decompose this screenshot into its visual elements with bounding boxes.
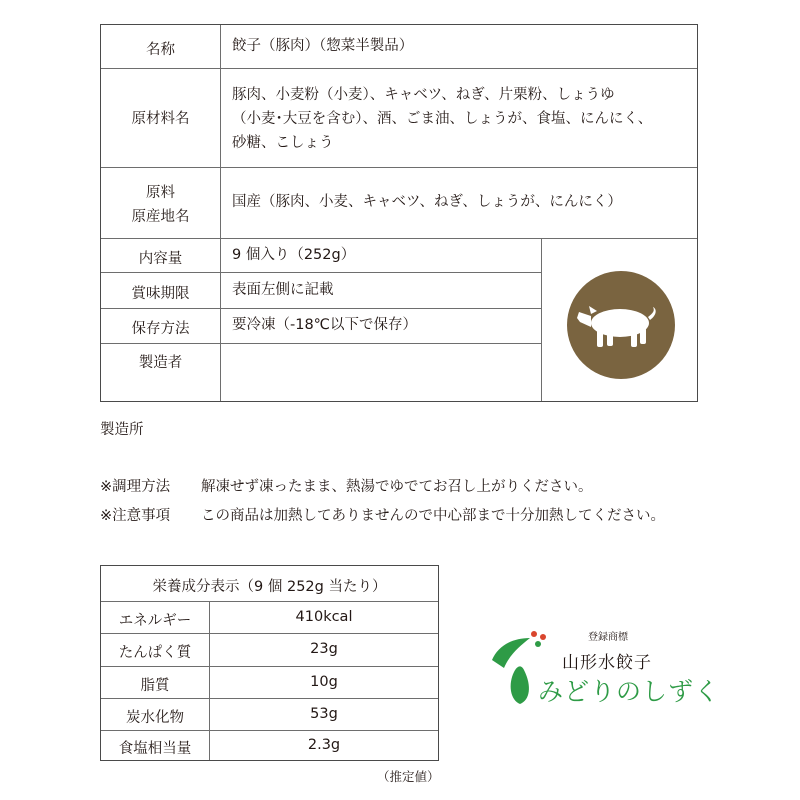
label-ingredients: 原材料名 — [131, 111, 190, 127]
column-divider — [209, 601, 210, 760]
cooking-method-label: ※調理方法 — [100, 479, 171, 495]
nutrition-name-carbohydrate: 炭水化物 — [126, 710, 184, 726]
row-divider — [101, 308, 541, 309]
nutrition-value-fat: 10g — [310, 674, 338, 690]
row-divider — [101, 68, 697, 69]
label-origin-line-2: 原産地名 — [131, 209, 190, 225]
label-storage: 保存方法 — [131, 321, 190, 337]
nutrition-table — [100, 565, 439, 761]
label-origin-line-1: 原料 — [146, 185, 175, 201]
nutrition-value-energy: 410kcal — [295, 609, 353, 625]
value-best-before: 表面左側に記載 — [232, 282, 334, 298]
label-best-before: 賞味期限 — [131, 286, 190, 302]
row-divider — [101, 633, 438, 634]
value-name: 餃子（豚肉）（惣菜半製品） — [232, 38, 414, 54]
value-storage: 要冷凍（-18℃以下で保存） — [232, 317, 417, 333]
column-divider — [220, 25, 221, 401]
caution-text: この商品は加熱してありませんので中心部まで十分加熱してください。 — [201, 508, 665, 524]
factory-label: 製造所 — [100, 422, 144, 438]
cooking-method-text: 解凍せず凍ったまま、熱湯でゆでてお召し上がりください。 — [201, 479, 593, 495]
row-divider — [101, 698, 438, 699]
value-content: 9 個入り（252g） — [232, 247, 356, 263]
label-manufacturer: 製造者 — [138, 355, 183, 371]
label-name: 名称 — [146, 42, 175, 58]
pig-icon — [567, 271, 675, 379]
nutrition-value-protein: 23g — [310, 641, 338, 657]
nutrition-name-protein: たんぱく質 — [118, 645, 192, 661]
nutrition-name-energy: エネルギー — [118, 613, 192, 629]
nutrition-value-salt: 2.3g — [307, 737, 341, 753]
nutrition-name-fat: 脂質 — [140, 678, 170, 694]
nutrition-note: （推定値） — [377, 769, 440, 784]
nutrition-name-salt: 食塩相当量 — [118, 741, 192, 757]
registered-trademark-label: 登録商標 — [588, 632, 628, 643]
row-divider — [101, 167, 697, 168]
value-ingredients-line-1: 豚肉、小麦粉（小麦）、キャベツ、ねぎ、片栗粉、しょうゆ — [232, 87, 615, 103]
brand-name: みどりのしずく — [538, 677, 721, 706]
nutrition-title: 栄養成分表示（9 個 252g 当たり） — [152, 579, 387, 595]
row-divider — [101, 666, 438, 667]
icon-cell-divider — [541, 238, 542, 401]
caution-label: ※注意事項 — [100, 508, 171, 524]
value-ingredients-line-3: 砂糖、こしょう — [232, 135, 334, 151]
row-divider — [101, 272, 541, 273]
product-label-table — [100, 24, 698, 402]
row-divider — [101, 601, 438, 602]
label-content: 内容量 — [138, 251, 183, 267]
nutrition-value-carbohydrate: 53g — [310, 706, 338, 722]
row-divider — [101, 730, 438, 731]
value-origin: 国産（豚肉、小麦、キャベツ、ねぎ、しょうが、にんにく） — [232, 194, 622, 210]
brand-subtitle: 山形水餃子 — [562, 653, 652, 673]
value-ingredients-line-2: （小麦･大豆を含む）、酒、ごま油、しょうが、食塩、にんにく、 — [232, 111, 653, 127]
row-divider — [101, 343, 541, 344]
row-divider — [101, 238, 697, 239]
